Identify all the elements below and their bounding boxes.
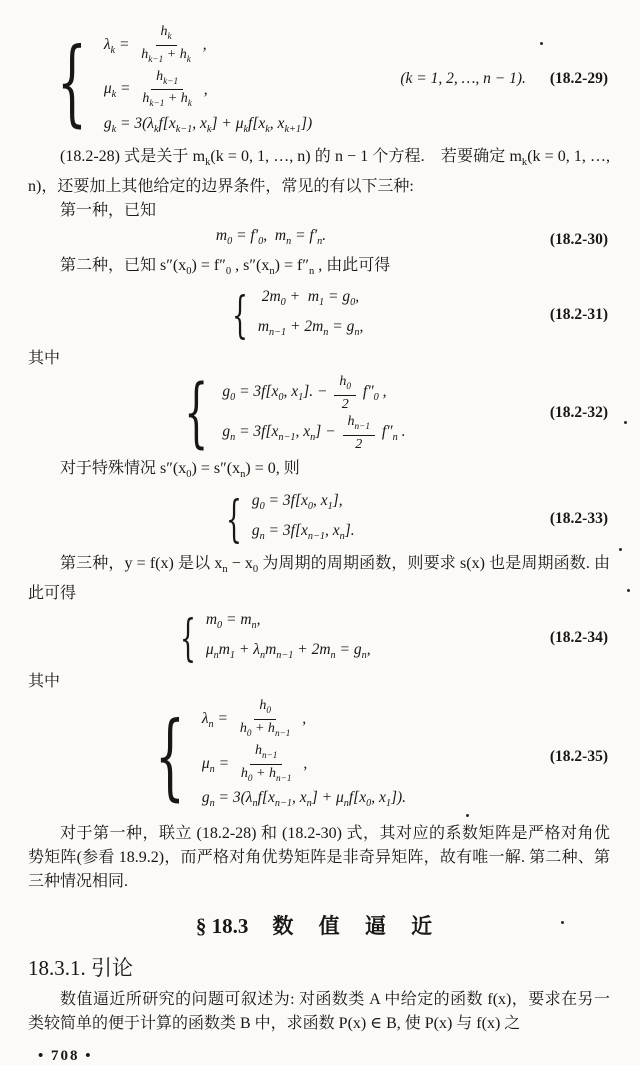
equation-row: $\mu_n$ = $\frac{h_{n-1}}{h_0 + h_{n-1}}$ , [202, 743, 406, 786]
left-brace-icon: { [225, 489, 242, 548]
equation-system-18-2-29 [42, 24, 610, 141]
equation-number: (18.2-35) [549, 747, 608, 765]
scan-speck [627, 589, 630, 592]
fraction: $\frac{h_{n-1}}{2}$ [343, 414, 375, 452]
paragraph-conclusion: 对于第一种，联立 (18.2-28) 和 (18.2-30) 式，其对应的系数矩阵是严格对角优势矩阵(参看 18.9.2)，而严格对角优势矩阵是非奇异矩阵，故有唯一解. 第二种、第三种情况相同. [28, 824, 610, 890]
section-number: § 18.3 [195, 913, 249, 938]
equation-number: (18.2-31) [549, 305, 608, 323]
scan-speck [619, 548, 622, 551]
equation-row: $\lambda_k$ = $\frac{h_k}{h_{k-1} + h_k}$ , [104, 24, 312, 67]
left-brace-icon: { [179, 608, 196, 667]
equation-row: $g_n = 3f[x_{n-1}$, $x_n$] − $\frac{h_{n-1}}{2}$ $f''_n$ . [222, 413, 406, 452]
equation-rows [222, 374, 405, 452]
equation-row: $\mu_nm_1 + \lambda_nm_{n-1} + 2m_n = g_n$, [205, 641, 371, 662]
equation-system-18-2-35 [140, 698, 610, 815]
equation-side-note [400, 70, 608, 88]
equation-row: $m_0 = m_n$, [205, 611, 261, 632]
equation-rows [206, 609, 371, 667]
fraction: $\frac{h_{n-1}}{h_0 + h_{n-1}}$ [240, 742, 292, 783]
paragraph-special-case: 对于特殊情况 $s''(x_0) = s''(x_n) = 0$, 则 [60, 459, 300, 480]
equation-condition: (k = 1, 2, …, n − 1). [400, 70, 526, 88]
equation-row: $\lambda_n$ = $\frac{h_0}{h_0 + h_{n-1}}$ , [202, 698, 406, 741]
equation-system-18-2-33 [218, 490, 610, 548]
scan-speck [561, 921, 564, 924]
equation-row: $\mu_k$ = $\frac{h_{k-1}}{h_{k-1} + h_k}$ , [104, 69, 312, 112]
equation-number: (18.2-30) [549, 230, 608, 248]
section-heading [28, 910, 610, 940]
equation-rows [28, 225, 514, 253]
left-brace-icon: { [56, 27, 87, 137]
equation-row: $2m_0 + m_1 = g_0$, [257, 287, 360, 308]
fraction: $\frac{h_{k-1}}{h_{k-1} + h_k}$ [142, 68, 192, 109]
paragraph-after-eq29: (18.2-28) 式是关于 $m_k(k = 0$, 1, …, n) 的 n − 1 个方程. 若要确定 $m_k(k = 0$, 1, …, n)，还要加上其他给定的边界条件，常见的有以下三种: [28, 148, 610, 196]
equation-18-2-30 [28, 225, 610, 253]
equation-number: (18.2-32) [549, 403, 608, 421]
equation-row: $m_0 = f'_0$, $m_n = f'_n$. [215, 227, 327, 248]
equation-rows [104, 24, 312, 141]
left-brace-icon: { [154, 701, 185, 811]
equation-system-18-2-34 [172, 609, 610, 667]
equation-rows [258, 286, 364, 344]
equation-number: (18.2-34) [549, 629, 608, 647]
equation-row: $g_k = 3(\lambda_kf[x_{k-1}$, $x_k] + \mu_kf[x_k$, $x_{k+1}$]) [103, 115, 313, 136]
scan-speck [624, 421, 627, 424]
equation-row: $m_{n-1} + 2m_n = g_n$, [257, 317, 364, 338]
equation-number: (18.2-29) [549, 70, 608, 88]
paragraph-type1: 第一种，已知 [60, 202, 157, 220]
subsection-heading: 18.3.1. 引论 [28, 955, 133, 980]
page-number: • 708 • [38, 1047, 93, 1064]
equation-number: (18.2-33) [549, 509, 608, 527]
paragraph-intro: 数值逼近所研究的问题可叙述为: 对函数类 A 中给定的函数 f(x)，要求在另一类较简单的便于计算的函数类 B 中，求函数 P(x) ∈ B, 使 P(x) 与 f(x) 之 [28, 990, 610, 1032]
equation-row: $g_n = 3(\lambda_nf[x_{n-1}$, $x_n] + \mu_nf[x_0$, $x_1$]). [201, 789, 407, 810]
equation-rows [252, 490, 355, 548]
left-brace-icon: { [184, 367, 209, 457]
equation-rows [202, 698, 406, 815]
equation-row: $g_0 = 3f[x_0$, $x_1$]. − $\frac{h_0}{2}$ $f''_0$ , [222, 373, 387, 412]
paragraph-type2: 第二种，已知 $s''(x_0) = f''_0$ , $s''(x_n) = f''_n$ , 由此可得 [60, 256, 391, 277]
equation-row: $g_n = 3f[x_{n-1}$, $x_n$]. [251, 521, 355, 542]
section-title: 数 值 逼 近 [272, 913, 443, 938]
paragraph-where-1: 其中 [28, 349, 61, 367]
fraction: $\frac{h_0}{h_0 + h_{n-1}}$ [239, 698, 291, 738]
equation-row: $g_0 = 3f[x_0$, $x_1$], [251, 491, 343, 512]
equation-system-18-2-32 [172, 367, 610, 457]
fraction: $\frac{h_0}{2}$ [334, 374, 356, 412]
fraction: $\frac{h_k}{h_{k-1} + h_k}$ [141, 24, 191, 64]
paragraph-type3: 第三种，y = f(x) 是以 $x_n - x_0$ 为周期的周期函数，则要求 s(x) 也是周期函数. 由此可得 [28, 554, 610, 603]
equation-system-18-2-31 [224, 286, 610, 344]
left-brace-icon: { [231, 285, 248, 344]
paragraph-where-2: 其中 [28, 673, 61, 691]
